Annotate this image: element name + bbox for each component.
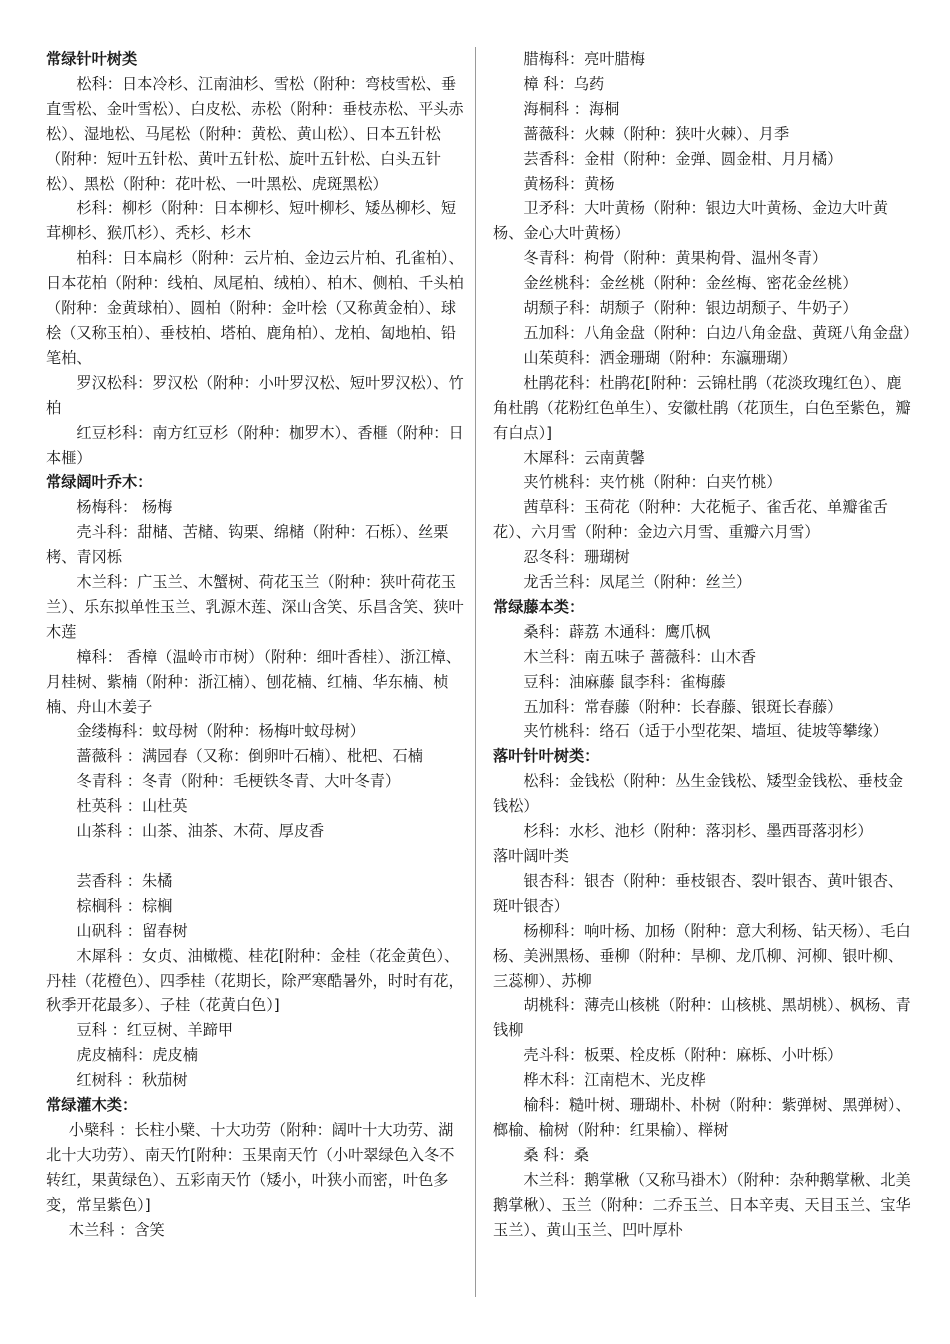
section-heading: 常绿阔叶乔木：	[46, 473, 153, 492]
family-entry: 金丝桃科：金丝桃（附种：金丝梅、密花金丝桃）	[523, 274, 858, 293]
family-entry: 罗汉松科：罗汉松（附种：小叶罗汉松、短叶罗汉松）、竹柏	[46, 373, 464, 417]
family-entry: 夹竹桃科：络石（适于小型花架、墙垣、徒坡等攀缘）	[523, 722, 888, 741]
family-entry: 桦木科：江南桤木、光皮桦	[523, 1071, 706, 1090]
family-entry: 壳斗科：板栗、栓皮栎（附种：麻栎、小叶栎）	[523, 1046, 843, 1065]
family-entry: 杉科：水杉、池杉（附种：落羽杉、墨西哥落羽杉）	[523, 822, 873, 841]
family-entry: 樟科： 香樟（温岭市市树）（附种：细叶香桂）、浙江樟、月桂树、紫楠（附种：浙江楠）、刨花楠、红楠、华东楠、桢楠、舟山木姜子	[46, 647, 461, 716]
family-entry: 杜鹃花科：杜鹃花[附种：云锦杜鹃（花淡玫瑰红色）、鹿角杜鹃（花粉红色单生）、安徽杜鹃（花顶生，白色至紫色，瓣有白点）]	[493, 373, 911, 442]
family-entry: 山矾科 ：留春树	[76, 921, 188, 940]
family-entry: 松科：金钱松（附种：丛生金钱松、矮型金钱松、垂枝金钱松）	[493, 772, 904, 816]
family-entry: 木犀科：云南黄馨	[523, 448, 645, 467]
family-entry: 蔷薇科：火棘（附种：狭叶火棘）、月季	[523, 124, 790, 143]
section-heading: 常绿灌木类：	[46, 1096, 138, 1115]
family-entry: 虎皮楠科：虎皮楠	[76, 1046, 198, 1065]
family-entry: 龙舌兰科：凤尾兰（附种：丝兰）	[523, 573, 752, 592]
family-entry: 夹竹桃科：夹竹桃（附种：白夹竹桃）	[523, 473, 782, 492]
family-entry: 杉科：柳杉（附种：日本柳杉、短叶柳杉、矮丛柳杉、短茸柳杉、猴爪杉）、秃杉、杉木	[46, 199, 457, 243]
family-entry: 银杏科：银杏（附种：垂枝银杏、裂叶银杏、黄叶银杏、斑叶银杏）	[493, 871, 904, 915]
family-entry: 五加科：八角金盘（附种：白边八角金盘、黄斑八角金盘）	[523, 323, 919, 342]
family-entry: 山茶科 ：山茶、油茶、木荷、厚皮香	[76, 822, 325, 841]
family-entry: 山茱萸科：洒金珊瑚（附种：东瀛珊瑚）	[523, 348, 797, 367]
family-entry: 木兰科 ：含笑	[68, 1220, 165, 1239]
family-entry: 冬青科 ：冬青（附种：毛梗铁冬青、大叶冬青）	[76, 772, 401, 791]
family-entry: 松科：日本冷杉、江南油杉、雪松（附种：弯枝雪松、垂直雪松、金叶雪松）、白皮松、赤松（附种：垂枝赤松、平头赤松）、湿地松、马尾松（附种：黄松、黄山松）、日本五针松（附种：短叶五针松、黄叶五针松、旋叶五针松、白头五针松）、黑松（附种：花叶松、一叶黑松、虎斑黑松）	[46, 74, 464, 193]
family-entry: 芸香科：金柑（附种：金弹、圆金柑、月月橘）	[523, 149, 843, 168]
family-entry: 柏科：日本扁杉（附种：云片柏、金边云片柏、孔雀柏）、日本花柏（附种：线柏、凤尾柏、绒柏）、柏木、侧柏、千头柏（附种：金黄球柏）、圆柏（附种：金叶桧（又称黄金柏）、球桧（又称玉柏）、垂枝柏、塔柏、鹿角柏）、龙柏、匐地柏、铅笔柏、	[46, 249, 464, 367]
family-entry: 五加科：常春藤（附种：长春藤、银斑长春藤）	[523, 697, 843, 716]
family-entry: 木兰科：南五味子 蔷薇科：山木香	[523, 647, 757, 666]
family-entry: 桑 科：桑	[523, 1145, 589, 1164]
right-column	[493, 47, 919, 1243]
family-entry: 榆科：糙叶树、珊瑚朴、朴树（附种：紫弹树、黑弹树）、榔榆、榆树（附种：红果榆）、榉树	[493, 1096, 911, 1139]
family-entry: 木兰科：鹅掌楸（又称马褂木）（附种：杂种鹅掌楸、北美鹅掌楸）、玉兰（附种：二乔玉兰、日本辛夷、天目玉兰、宝华玉兰）、黄山玉兰、凹叶厚朴	[493, 1170, 911, 1239]
family-entry: 红树科 ：秋茄树	[76, 1071, 188, 1090]
family-entry: 红豆杉科：南方红豆杉（附种：枷罗木）、香榧（附种：日本榧）	[46, 423, 464, 467]
family-entry: 卫矛科：大叶黄杨（附种：银边大叶黄杨、金边大叶黄杨、金心大叶黄杨）	[493, 199, 888, 243]
family-entry: 木犀科 ：女贞、油橄榄、桂花[附种：金桂（花金黄色）、丹桂（花橙色）、四季桂（花期长，除严寒酷暑外，时时有花，秋季开花最多）、子桂（花黄白色）]	[46, 946, 464, 1015]
family-entry: 豆科：油麻藤 鼠李科：雀梅藤	[523, 672, 726, 691]
family-entry: 冬青科：枸骨（附种：黄果枸骨、温州冬青）	[523, 249, 828, 268]
subheading-text: 落叶阔叶类	[493, 847, 569, 865]
family-entry: 小檗科 ：长柱小檗、十大功劳（附种：阔叶十大功劳、湖北十大功劳）、南天竹[附种：玉果南天竹（小叶翠绿色入冬不转红，果黄绿色）、五彩南天竹（矮小，叶狭小而密，叶色多变，常呈紫色）]	[46, 1120, 455, 1214]
family-entry: 海桐科 ：海桐	[523, 99, 620, 118]
blank-line	[46, 844, 464, 869]
family-entry: 杨梅科： 杨梅	[76, 498, 173, 517]
family-entry: 壳斗科：甜槠、苦槠、钩栗、绵槠（附种：石栎）、丝栗栲、青冈栎	[46, 523, 449, 567]
family-entry: 豆科 ：红豆树、羊蹄甲	[76, 1021, 234, 1040]
column-divider	[475, 47, 476, 1297]
family-entry: 忍冬科：珊瑚树	[523, 548, 630, 567]
section-heading: 常绿藤本类：	[493, 597, 585, 616]
section-heading: 落叶针叶树类：	[493, 747, 600, 766]
section-heading: 常绿针叶树类	[46, 50, 138, 68]
family-entry: 杜英科 ：山杜英	[76, 797, 188, 816]
family-entry: 木兰科：广玉兰、木蟹树、荷花玉兰（附种：狭叶荷花玉兰）、乐东拟单性玉兰、乳源木莲、深山含笑、乐昌含笑、狭叶木莲	[46, 573, 464, 641]
family-entry: 胡桃科：薄壳山核桃（附种：山核桃、黑胡桃）、枫杨、青钱柳	[493, 996, 911, 1040]
family-entry: 茜草科：玉荷花（附种：大花栀子、雀舌花、单瓣雀舌花）、六月雪（附种：金边六月雪、重瓣六月雪）	[493, 498, 888, 542]
family-entry: 棕榈科 ：棕榈	[76, 896, 173, 915]
family-entry: 黄杨科：黄杨	[523, 174, 615, 193]
left-column	[46, 47, 464, 1242]
family-entry: 芸香科 ：朱橘	[76, 871, 173, 890]
family-entry: 蔷薇科 ：满园春（又称：倒卵叶石楠）、枇杷、石楠	[76, 747, 423, 766]
family-entry: 胡颓子科：胡颓子（附种：银边胡颓子、牛奶子）	[523, 299, 858, 318]
family-entry: 腊梅科：亮叶腊梅	[523, 50, 645, 68]
family-entry: 樟 科：乌药	[523, 74, 605, 93]
family-entry: 金缕梅科：蚊母树（附种：杨梅叶蚊母树）	[76, 722, 365, 741]
family-entry: 桑科：薜荔 木通科：鹰爪枫	[523, 622, 711, 641]
family-entry: 杨柳科：响叶杨、加杨（附种：意大利杨、钻天杨）、毛白杨、美洲黑杨、垂柳（附种：旱柳、龙爪柳、河柳、银叶柳、三蕊柳）、苏柳	[493, 921, 911, 990]
